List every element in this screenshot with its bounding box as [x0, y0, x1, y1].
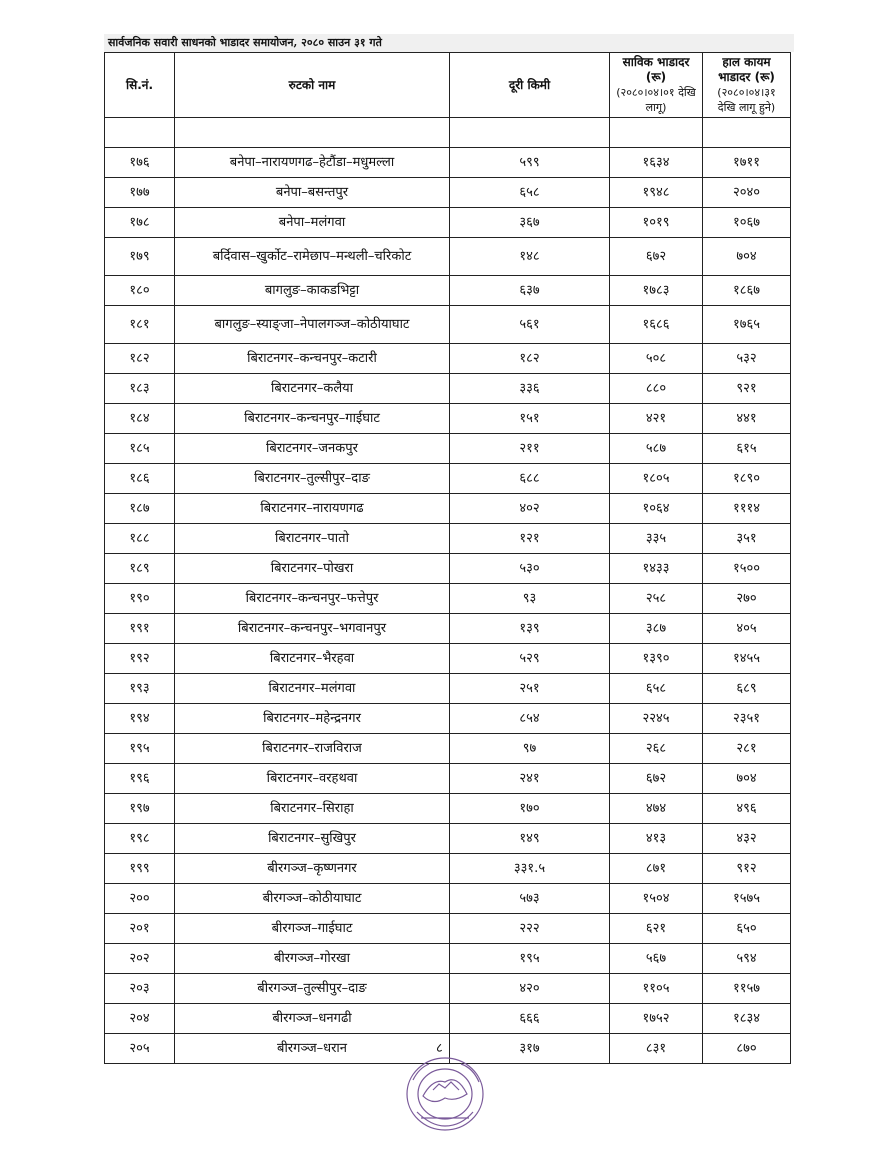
distance-cell: १२१: [450, 524, 610, 554]
old-fare-cell: १०१९: [610, 208, 703, 238]
route-cell: बीरगञ्ज–गाईघाट: [175, 914, 450, 944]
new-fare-cell: १७११: [703, 148, 791, 178]
distance-cell: १५१: [450, 404, 610, 434]
route-cell: बिराटनगर–पातो: [175, 524, 450, 554]
spacer-row: [105, 118, 791, 148]
table-row: [105, 644, 791, 674]
table-row: [105, 944, 791, 974]
sn-cell: २०१: [105, 914, 175, 944]
old-fare-cell: ५०८: [610, 344, 703, 374]
old-fare-cell: २२४५: [610, 704, 703, 734]
distance-cell: १३९: [450, 614, 610, 644]
table-row: [105, 734, 791, 764]
new-fare-cell: ५३२: [703, 344, 791, 374]
old-fare-cell: ३८७: [610, 614, 703, 644]
route-cell: बिराटनगर–मलंगवा: [175, 674, 450, 704]
column-header-distance: दूरी किमी: [450, 53, 610, 118]
old-fare-cell: २६८: [610, 734, 703, 764]
distance-cell: १८२: [450, 344, 610, 374]
new-fare-cell: २८१: [703, 734, 791, 764]
route-cell: बिराटनगर–कलैया: [175, 374, 450, 404]
route-cell: बीरगञ्ज–कोठीयाघाट: [175, 884, 450, 914]
sn-cell: १८७: [105, 494, 175, 524]
old-fare-cell: १३९०: [610, 644, 703, 674]
sn-cell: १८०: [105, 276, 175, 306]
new-fare-cell: ६५०: [703, 914, 791, 944]
distance-cell: ९३: [450, 584, 610, 614]
column-header-sn: सि.नं.: [105, 53, 175, 118]
table-row: [105, 794, 791, 824]
column-header-new-fare: [703, 53, 791, 118]
sn-cell: १७८: [105, 208, 175, 238]
old-fare-cell: ३३५: [610, 524, 703, 554]
sn-cell: १९०: [105, 584, 175, 614]
table-header-row: [105, 53, 791, 118]
old-fare-subtitle: (२०८०।०४।०१ देखि लागू): [616, 86, 696, 114]
sn-cell: १९८: [105, 824, 175, 854]
table-row: [105, 178, 791, 208]
new-fare-cell: १५७५: [703, 884, 791, 914]
route-cell: बीरगञ्ज–धनगढी: [175, 1004, 450, 1034]
route-cell: बिराटनगर–राजविराज: [175, 734, 450, 764]
table-row: [105, 148, 791, 178]
new-fare-cell: ४९६: [703, 794, 791, 824]
old-fare-cell: ८७१: [610, 854, 703, 884]
route-cell: बिराटनगर–जनकपुर: [175, 434, 450, 464]
old-fare-cell: १७५२: [610, 1004, 703, 1034]
new-fare-cell: ५९४: [703, 944, 791, 974]
new-fare-cell: ९१२: [703, 854, 791, 884]
new-fare-cell: १४५५: [703, 644, 791, 674]
distance-cell: १४९: [450, 824, 610, 854]
new-fare-cell: ६८९: [703, 674, 791, 704]
distance-cell: ९७: [450, 734, 610, 764]
table-row: [105, 554, 791, 584]
new-fare-cell: ७०४: [703, 764, 791, 794]
new-fare-cell: १८६७: [703, 276, 791, 306]
table-row: [105, 276, 791, 306]
old-fare-cell: १७८३: [610, 276, 703, 306]
distance-cell: ६५८: [450, 178, 610, 208]
sn-cell: १७७: [105, 178, 175, 208]
old-fare-cell: ६७२: [610, 238, 703, 276]
route-cell: बनेपा–मलंगवा: [175, 208, 450, 238]
new-fare-cell: १७६५: [703, 306, 791, 344]
route-cell: बिराटनगर–नारायणगढ: [175, 494, 450, 524]
old-fare-cell: १४३३: [610, 554, 703, 584]
table-row: [105, 824, 791, 854]
sn-cell: २०२: [105, 944, 175, 974]
distance-cell: ५२९: [450, 644, 610, 674]
sn-cell: २००: [105, 884, 175, 914]
route-cell: बिराटनगर–कन्चनपुर–गाईघाट: [175, 404, 450, 434]
table-row: [105, 584, 791, 614]
new-fare-cell: ४४१: [703, 404, 791, 434]
sn-cell: १९२: [105, 644, 175, 674]
old-fare-cell: ५८७: [610, 434, 703, 464]
sn-cell: १९७: [105, 794, 175, 824]
document-header: सार्वजनिक सवारी साधनको भाडादर समायोजन, २०८० साउन ३१ गते: [104, 34, 794, 52]
new-fare-cell: १८३४: [703, 1004, 791, 1034]
distance-cell: १४८: [450, 238, 610, 276]
distance-cell: ५९९: [450, 148, 610, 178]
old-fare-cell: ६५८: [610, 674, 703, 704]
sn-cell: १८८: [105, 524, 175, 554]
old-fare-cell: १६३४: [610, 148, 703, 178]
new-fare-cell: ९२१: [703, 374, 791, 404]
new-fare-cell: ३५१: [703, 524, 791, 554]
old-fare-cell: ५६७: [610, 944, 703, 974]
sn-cell: १९१: [105, 614, 175, 644]
table-row: [105, 614, 791, 644]
distance-cell: २४१: [450, 764, 610, 794]
table-row: [105, 704, 791, 734]
sn-cell: १७९: [105, 238, 175, 276]
table-row: [105, 464, 791, 494]
sn-cell: १८२: [105, 344, 175, 374]
sn-cell: १८५: [105, 434, 175, 464]
table-row: [105, 306, 791, 344]
old-fare-cell: १५०४: [610, 884, 703, 914]
sn-cell: १८६: [105, 464, 175, 494]
new-fare-cell: १५००: [703, 554, 791, 584]
table-row: [105, 404, 791, 434]
distance-cell: ५६१: [450, 306, 610, 344]
table-row: [105, 238, 791, 276]
sn-cell: १८४: [105, 404, 175, 434]
old-fare-cell: ८८०: [610, 374, 703, 404]
sn-cell: २०४: [105, 1004, 175, 1034]
table-row: [105, 208, 791, 238]
new-fare-cell: ११५७: [703, 974, 791, 1004]
route-cell: बिराटनगर–तुल्सीपुर–दाङ: [175, 464, 450, 494]
distance-cell: ३१७: [450, 1034, 610, 1064]
distance-cell: ४२०: [450, 974, 610, 1004]
old-fare-cell: ११०५: [610, 974, 703, 1004]
table-row: [105, 524, 791, 554]
table-row: [105, 344, 791, 374]
fare-table: [104, 52, 791, 1064]
old-fare-cell: ४२१: [610, 404, 703, 434]
old-fare-cell: १०६४: [610, 494, 703, 524]
table-row: [105, 494, 791, 524]
new-fare-subtitle: (२०८०।०४।३१ देखि लागू हुने): [717, 86, 776, 114]
old-fare-cell: ८३१: [610, 1034, 703, 1064]
sn-cell: २०३: [105, 974, 175, 1004]
sn-cell: १९३: [105, 674, 175, 704]
old-fare-cell: ४७४: [610, 794, 703, 824]
distance-cell: ५७३: [450, 884, 610, 914]
old-fare-cell: १८०५: [610, 464, 703, 494]
sn-cell: १७६: [105, 148, 175, 178]
distance-cell: १९५: [450, 944, 610, 974]
new-fare-cell: ७०४: [703, 238, 791, 276]
new-fare-cell: ८७०: [703, 1034, 791, 1064]
distance-cell: ६३७: [450, 276, 610, 306]
fare-table-body: [105, 118, 791, 1064]
distance-cell: ३३६: [450, 374, 610, 404]
route-cell: बिराटनगर–कन्चनपुर–फत्तेपुर: [175, 584, 450, 614]
route-cell: बनेपा–बसन्तपुर: [175, 178, 450, 208]
route-cell: बनेपा–नारायणगढ–हेटौंडा–मधुमल्ला: [175, 148, 450, 178]
column-header-old-fare: [610, 53, 703, 118]
route-cell: बिराटनगर–कन्चनपुर–भगवानपुर: [175, 614, 450, 644]
route-cell: बीरगञ्ज–गोरखा: [175, 944, 450, 974]
distance-cell: ५३०: [450, 554, 610, 584]
table-row: [105, 914, 791, 944]
route-cell: बीरगञ्ज–तुल्सीपुर–दाङ: [175, 974, 450, 1004]
page-number: ८: [436, 1041, 443, 1056]
distance-cell: १७०: [450, 794, 610, 824]
table-row: [105, 974, 791, 1004]
table-row: [105, 884, 791, 914]
sn-cell: २०५: [105, 1034, 175, 1064]
table-row: [105, 1004, 791, 1034]
distance-cell: ३६७: [450, 208, 610, 238]
table-row: [105, 674, 791, 704]
route-cell: बिराटनगर–सिराहा: [175, 794, 450, 824]
sn-cell: १९५: [105, 734, 175, 764]
distance-cell: २२२: [450, 914, 610, 944]
sn-cell: १८१: [105, 306, 175, 344]
route-cell: बागलुङ–स्याङ्जा–नेपालगञ्ज–कोठीयाघाट: [175, 306, 450, 344]
old-fare-cell: १६८६: [610, 306, 703, 344]
route-cell: बिराटनगर–कन्चनपुर–कटारी: [175, 344, 450, 374]
new-fare-cell: २३५१: [703, 704, 791, 734]
distance-cell: ४०२: [450, 494, 610, 524]
new-fare-cell: १०६७: [703, 208, 791, 238]
new-fare-cell: ४३२: [703, 824, 791, 854]
table-row: [105, 434, 791, 464]
route-cell: बीरगञ्ज–कृष्णनगर: [175, 854, 450, 884]
old-fare-cell: २५८: [610, 584, 703, 614]
sn-cell: १९६: [105, 764, 175, 794]
distance-cell: ६६६: [450, 1004, 610, 1034]
route-cell: बिराटनगर–पोखरा: [175, 554, 450, 584]
column-header-route: रुटको नाम: [175, 53, 450, 118]
old-fare-cell: ६७२: [610, 764, 703, 794]
distance-cell: ३३१.५: [450, 854, 610, 884]
route-cell: बीरगञ्ज–धरान: [175, 1034, 450, 1064]
new-fare-cell: ४०५: [703, 614, 791, 644]
new-fare-cell: ६१५: [703, 434, 791, 464]
office-seal-stamp: [403, 1050, 487, 1134]
new-fare-title: हाल कायम भाडादर (रू): [718, 55, 775, 84]
sn-cell: १८९: [105, 554, 175, 584]
distance-cell: २११: [450, 434, 610, 464]
distance-cell: ८५४: [450, 704, 610, 734]
old-fare-cell: ४१३: [610, 824, 703, 854]
route-cell: बिराटनगर–सुखिपुर: [175, 824, 450, 854]
route-cell: बागलुङ–काकडभिट्टा: [175, 276, 450, 306]
new-fare-cell: २०४०: [703, 178, 791, 208]
new-fare-cell: १८९०: [703, 464, 791, 494]
old-fare-cell: १९४८: [610, 178, 703, 208]
table-row: [105, 374, 791, 404]
sn-cell: १८३: [105, 374, 175, 404]
route-cell: बिराटनगर–वरहथवा: [175, 764, 450, 794]
new-fare-cell: २७०: [703, 584, 791, 614]
table-row: [105, 854, 791, 884]
distance-cell: ६८८: [450, 464, 610, 494]
table-row: [105, 764, 791, 794]
sn-cell: १९९: [105, 854, 175, 884]
sn-cell: १९४: [105, 704, 175, 734]
route-cell: बिराटनगर–महेन्द्रनगर: [175, 704, 450, 734]
old-fare-cell: ६२१: [610, 914, 703, 944]
old-fare-title: साविक भाडादर (रू): [622, 55, 690, 84]
distance-cell: २५१: [450, 674, 610, 704]
new-fare-cell: १११४: [703, 494, 791, 524]
route-cell: बिराटनगर–भैरहवा: [175, 644, 450, 674]
route-cell: बर्दिवास–खुर्कोट–रामेछाप–मन्थली–चरिकोट: [175, 238, 450, 276]
